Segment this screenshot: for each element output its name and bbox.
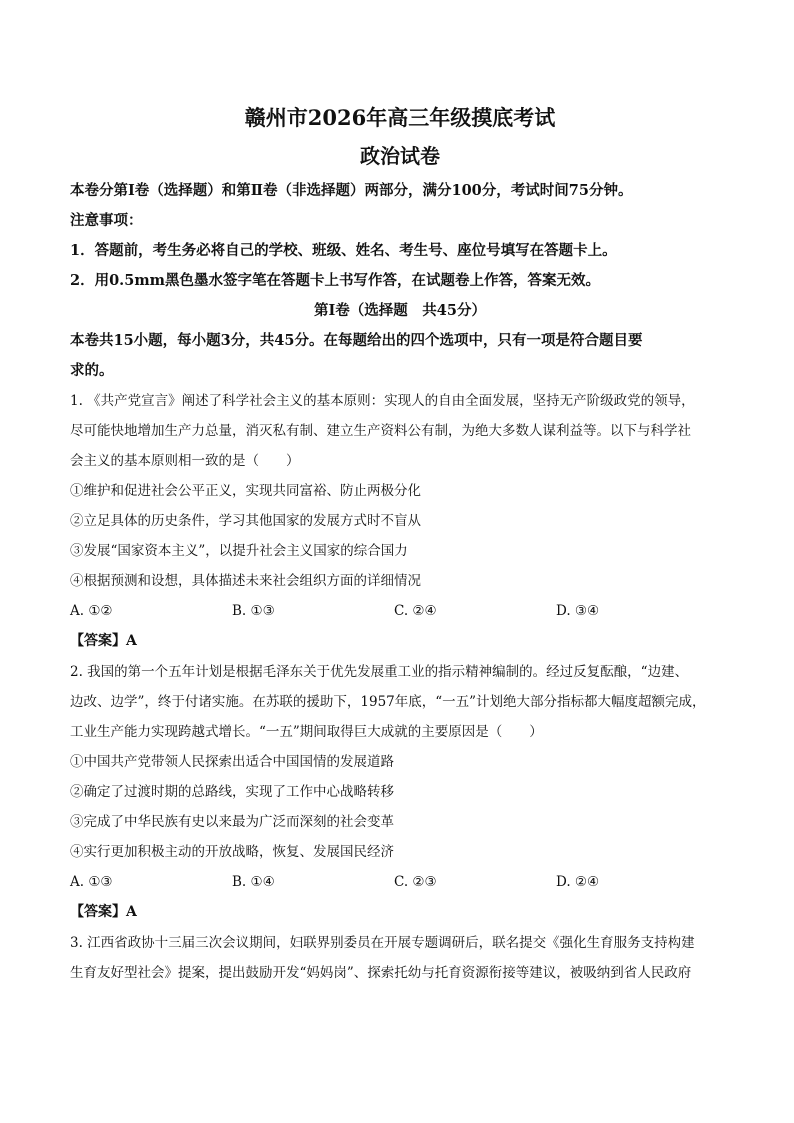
section-title: 第Ⅰ卷（选择题 共45分） <box>314 302 486 319</box>
answer-options <box>70 867 730 897</box>
exam-subtitle: 政治试卷 <box>360 144 440 168</box>
answer-label: 【答案】A <box>70 904 137 920</box>
question-stem-line: 工业生产能力实现跨越式增长。“一五”期间取得巨大成就的主要原因是（ ） <box>70 724 543 740</box>
question-stem-line: 1. 《共产党宣言》阐述了科学社会主义的基本原则：实现人的自由全面发展，坚持无产阶级政党的领导， <box>70 393 695 409</box>
option-c: C. ②③ <box>394 874 437 890</box>
question-stem-line: 生育友好型社会》提案，提出鼓励开发“妈妈岗”、探索托幼与托育资源衔接等建议，被吸纳到省人民政府 <box>70 965 692 981</box>
statement-item: ③发展“国家资本主义”，以提升社会主义国家的综合国力 <box>70 543 408 559</box>
option-a: A. ①② <box>70 603 113 619</box>
question-stem-line: 3. 江西省政协十三届三次会议期间，妇联界别委员在开展专题调研后，联名提交《强化生育服务支持构建 <box>70 935 695 951</box>
option-c: C. ②④ <box>394 603 437 619</box>
statement-item: ④实行更加积极主动的开放战略，恢复、发展国民经济 <box>70 844 394 860</box>
statement-item: ①中国共产党带领人民探索出适合中国国情的发展道路 <box>70 754 394 770</box>
option-d: D. ③④ <box>556 603 600 619</box>
exam-page <box>70 92 730 988</box>
option-a: A. ①③ <box>70 874 113 890</box>
statement-item: ②确定了过渡时期的总路线，实现了工作中心战略转移 <box>70 784 394 800</box>
question-stem-line: 会主义的基本原则相一致的是（ ） <box>70 453 300 469</box>
note-1: 1．答题前，考生务必将自己的学校、班级、姓名、考生号、座位号填写在答题卡上。 <box>70 242 617 259</box>
exam-title: 赣州市2026年高三年级摸底考试 <box>244 105 556 130</box>
section-instruction-1: 本卷共15小题，每小题3分，共45分。在每题给出的四个选项中，只有一项是符合题目要 <box>70 332 643 349</box>
answer-label: 【答案】A <box>70 633 137 649</box>
intro-line: 本卷分第Ⅰ卷（选择题）和第Ⅱ卷（非选择题）两部分，满分100分，考试时间75分钟。 <box>70 182 633 199</box>
option-b: B. ①④ <box>232 874 275 890</box>
question-2 <box>70 657 730 928</box>
statement-item: ①维护和促进社会公平正义，实现共同富裕、防止两极分化 <box>70 483 421 499</box>
statement-item: ④根据预测和设想，具体描述未来社会组织方面的详细情况 <box>70 573 421 589</box>
answer-options <box>70 596 730 626</box>
notes-heading: 注意事项： <box>70 212 143 229</box>
statement-item: ②立足具体的历史条件，学习其他国家的发展方式时不盲从 <box>70 513 421 529</box>
question-stem-line: 边改、边学”，终于付诸实施。在苏联的援助下，1957年底，“一五”计划绝大部分指标都大幅度超额完成， <box>70 694 706 710</box>
option-d: D. ②④ <box>556 874 600 890</box>
option-b: B. ①③ <box>232 603 275 619</box>
note-2: 2．用0.5mm黑色墨水签字笔在答题卡上书写作答，在试题卷上作答，答案无效。 <box>70 272 600 289</box>
section-instruction-2: 求的。 <box>70 362 114 379</box>
question-3 <box>70 928 730 988</box>
question-1 <box>70 386 730 657</box>
question-stem-line: 尽可能快地增加生产力总量，消灭私有制、建立生产资料公有制，为绝大多数人谋利益等。以下与科学社 <box>70 423 691 439</box>
statement-item: ③完成了中华民族有史以来最为广泛而深刻的社会变革 <box>70 814 394 830</box>
question-stem-line: 2. 我国的第一个五年计划是根据毛泽东关于优先发展重工业的指示精神编制的。经过反复酝酿，“边建、 <box>70 664 689 680</box>
